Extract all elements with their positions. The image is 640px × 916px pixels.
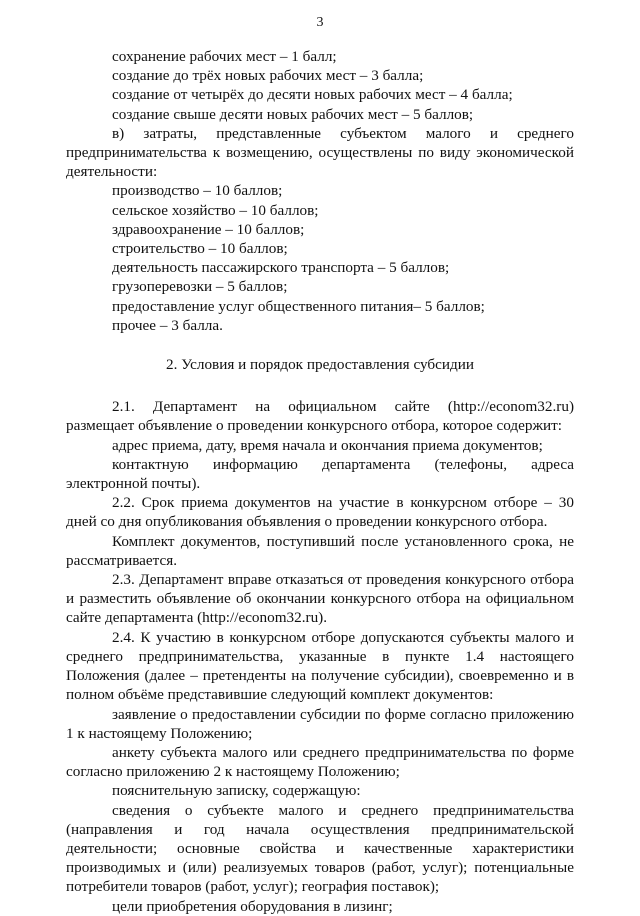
clause-2-3: 2.3. Департамент вправе отказаться от проведения конкурсного отбора и разместить объявление об окончании конкурсного отбора на официальном сайте департамента (http://econom32.ru).	[66, 571, 574, 627]
activity-item: предоставление услуг общественного питания– 5 баллов;	[112, 297, 485, 315]
criterion-c-paragraph: в) затраты, представленные субъектом малого и среднего предпринимательства к возмещению, осуществлены по виду экономической деятельности:	[66, 124, 574, 181]
activity-item: сельское хозяйство – 10 баллов;	[112, 201, 319, 219]
clause-2-4-item: анкету субъекта малого или среднего предпринимательства по форме согласно приложению 2 к настоящему Положению;	[66, 743, 574, 781]
activity-item: производство – 10 баллов;	[112, 182, 283, 200]
clause-2-4-item: заявление о предоставлении субсидии по форме согласно приложению 1 к настоящему Положению;	[66, 705, 574, 742]
clause-2-1-item: контактную информацию департамента (телефоны, адреса электронной почты).	[66, 455, 574, 493]
activity-item: здравоохранение – 10 баллов;	[112, 220, 305, 238]
clause-2-4-item: цели приобретения оборудования в лизинг;	[112, 897, 393, 915]
clause-2-4-item: пояснительную записку, содержащую:	[112, 782, 361, 800]
activity-item: деятельность пассажирского транспорта – 5 баллов;	[112, 259, 450, 277]
criteria-item: создание до трёх новых рабочих мест – 3 балла;	[112, 67, 424, 85]
activity-item: прочее – 3 балла.	[112, 316, 223, 334]
page-number: 3	[316, 15, 324, 30]
clause-2-1-item: адрес приема, дату, время начала и окончания приема документов;	[112, 436, 543, 454]
clause-2-4-item: сведения о субъекте малого и среднего предпринимательства (направления и год начала осуществления предпринимательской деятельности; основные свойства и качественные характеристики производимых и (или) реализуемых товаров (работ, услуг); потенциальные потребители товаров (работ, услуг); география поставок);	[66, 801, 574, 896]
criteria-item: сохранение рабочих мест – 1 балл;	[112, 48, 337, 65]
activity-item: строительство – 10 баллов;	[112, 240, 288, 258]
section-heading: 2. Условия и порядок предоставления субсидии	[166, 356, 474, 374]
clause-2-1: 2.1. Департамент на официальном сайте (http://econom32.ru) размещает объявление о проведении конкурсного отбора, которое содержит:	[66, 398, 574, 435]
clause-2-4: 2.4. К участию в конкурсном отборе допускаются субъекты малого и среднего предпринимательства, указанные в пункте 1.4 настоящего Положения (далее – претенденты на получение субсидии), своевременно и в полном объёме представившие следующий комплект документов:	[66, 628, 574, 704]
criteria-item: создание от четырёх до десяти новых рабочих мест – 4 балла;	[112, 86, 513, 104]
document-body	[66, 47, 574, 916]
activity-item: грузоперевозки – 5 баллов;	[112, 278, 288, 296]
clause-2-2-note: Комплект документов, поступивший после установленного срока, не рассматривается.	[66, 532, 574, 569]
criteria-item: создание свыше десяти новых рабочих мест – 5 баллов;	[112, 105, 474, 123]
clause-2-2: 2.2. Срок приема документов на участие в конкурсном отборе – 30 дней со дня опубликования объявления о проведении конкурсного отбора.	[66, 494, 574, 531]
